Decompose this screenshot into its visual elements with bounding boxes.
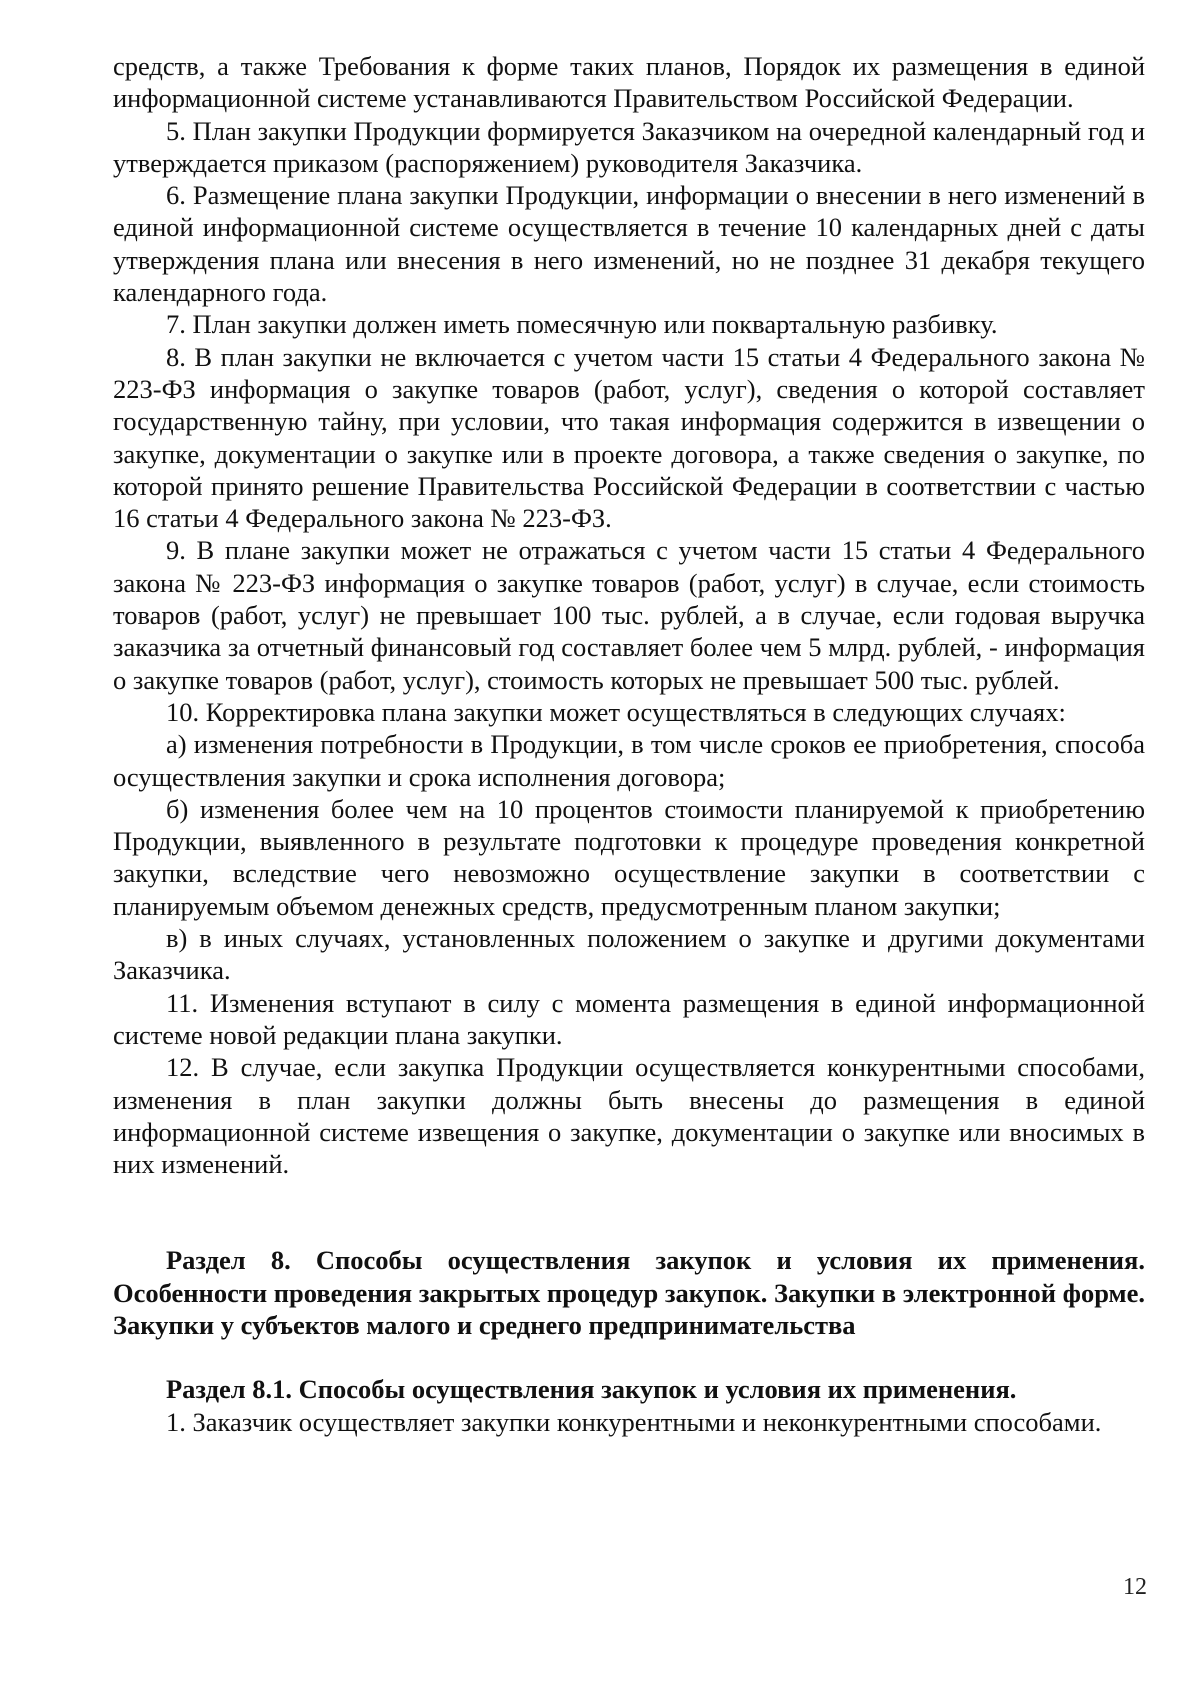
paragraph: 6. Размещение плана закупки Продукции, информации о внесении в него изменений в единой информационной системе осуществляется в течение 10 календарных дней с даты утверждения плана или внесения в него изменений, но не позднее 31 декабря текущего календарного года.	[113, 180, 1145, 308]
subsection-heading: Раздел 8.1. Способы осуществления закупок и условия их применения.	[166, 1374, 1017, 1405]
paragraph: б) изменения более чем на 10 процентов стоимости планируемой к приобретению Продукции, выявленного в результате подготовки к процедуре проведения конкретной закупки, вследствие чего невозможно осуществление закупки в соответствии с планируемым объемом денежных средств, предусмотренным планом закупки;	[113, 793, 1145, 921]
paragraph: средств, а также Требования к форме таких планов, Порядок их размещения в единой информационной системе устанавливаются Правительством Российской Федерации.	[113, 51, 1145, 114]
paragraph: 8. В план закупки не включается с учетом части 15 статьи 4 Федерального закона № 223-ФЗ информация о закупке товаров (работ, услуг), сведения о которой составляет государственную тайну, при условии, что такая информация содержится в извещении о закупке, документации о закупке или в проекте договора, а также сведения о закупке, по которой принято решение Правительства Российской Федерации в соответствии с частью 16 статьи 4 Федерального закона № 223-ФЗ.	[113, 341, 1145, 534]
paragraph: 1. Заказчик осуществляет закупки конкурентными и неконкурентными способами.	[166, 1406, 1102, 1437]
paragraph: 11. Изменения вступают в силу с момента размещения в единой информационной системе новой редакции плана закупки.	[113, 987, 1145, 1050]
paragraph: 12. В случае, если закупка Продукции осуществляется конкурентными способами, изменения в план закупки должны быть внесены до размещения в единой информационной системе извещения о закупке, документации о закупке или вносимых в них изменений.	[113, 1052, 1145, 1180]
spacer	[113, 1180, 1145, 1244]
section-heading: Раздел 8. Способы осуществления закупок и условия их применения. Особенности проведения закрытых процедур закупок. Закупки в электронной форме. Закупки у субъектов малого и среднего предпринимательства	[113, 1245, 1145, 1340]
paragraph: 10. Корректировка плана закупки может осуществляться в следующих случаях:	[166, 696, 1066, 727]
paragraph: 5. План закупки Продукции формируется Заказчиком на очередной календарный год и утверждается приказом (распоряжением) руководителя Заказчика.	[113, 115, 1145, 178]
page-number: 12	[1123, 1574, 1147, 1600]
paragraph: в) в иных случаях, установленных положением о закупке и другими документами Заказчика.	[113, 923, 1145, 986]
paragraphs-after	[113, 1406, 1145, 1438]
document-page	[113, 50, 1145, 1438]
paragraph: а) изменения потребности в Продукции, в том числе сроков ее приобретения, способа осуществления закупки и срока исполнения договора;	[113, 729, 1145, 792]
paragraph: 9. В плане закупки может не отражаться с учетом части 15 статьи 4 Федерального закона № 223-ФЗ информация о закупке товаров (работ, услуг) в случае, если стоимость товаров (работ, услуг) не превышает 100 тыс. рублей, а в случае, если годовая выручка заказчика за отчетный финансовый год составляет более чем 5 млрд. рублей, - информация о закупке товаров (работ, услуг), стоимость которых не превышает 500 тыс. рублей.	[113, 535, 1145, 695]
paragraph: 7. План закупки должен иметь помесячную или поквартальную разбивку.	[166, 309, 998, 340]
spacer	[113, 1341, 1145, 1373]
paragraphs-before	[113, 50, 1145, 1180]
